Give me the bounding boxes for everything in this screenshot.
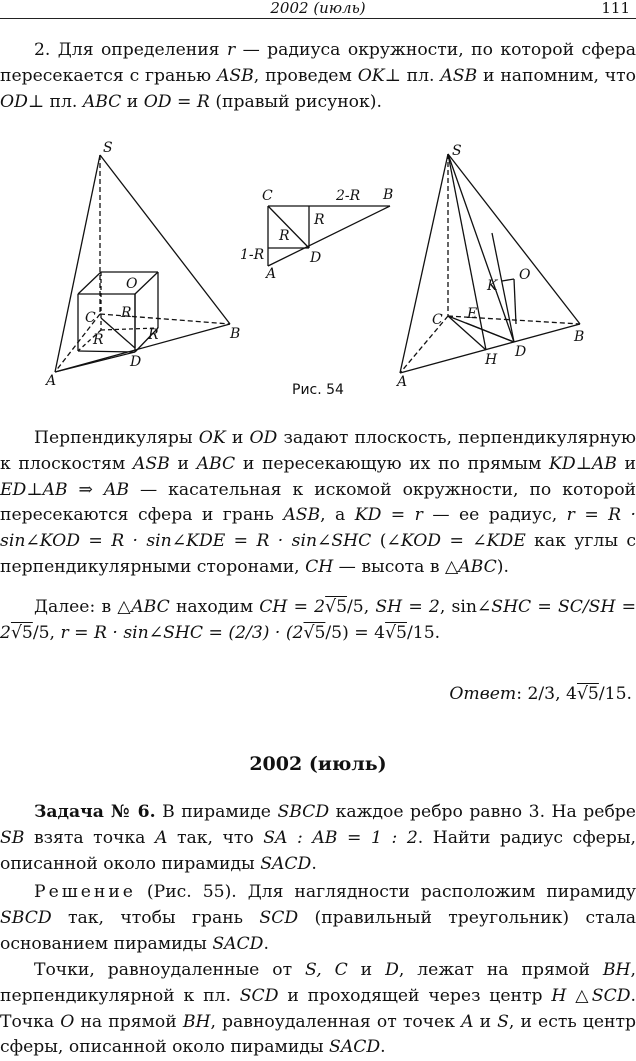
text: . — [311, 853, 317, 874]
text: 2. Для определения — [34, 40, 227, 60]
running-head: 2002 (июль) — [270, 0, 366, 17]
label-C: C — [85, 310, 96, 326]
solution-paragraph — [0, 880, 636, 957]
label-1-R: 1-R — [240, 247, 265, 263]
label-R: R — [279, 228, 290, 244]
text: /5, — [32, 622, 61, 643]
math: O — [60, 1011, 75, 1032]
math: SB — [0, 827, 25, 848]
math: OD — [249, 428, 278, 448]
math: OK — [198, 428, 226, 448]
text: — радиуса окружности, по которой сфера пересекается с гранью — [0, 40, 636, 86]
math: A — [154, 827, 168, 848]
section-title: 2002 (июль) — [249, 753, 387, 775]
math: ASB — [283, 505, 321, 526]
text: Далее: в — [34, 597, 118, 617]
math: △SCD — [575, 985, 631, 1006]
answer — [449, 684, 632, 704]
math: KD = r — [354, 505, 423, 526]
text: . Найти радиус сферы, описанной около пирамиды — [0, 827, 636, 874]
math: ∠KOD = ∠KDE — [386, 531, 526, 552]
text: и напомним, что — [477, 65, 636, 86]
sqrt: √5 — [576, 684, 599, 704]
label-R: R — [148, 327, 159, 343]
math: ABC — [82, 91, 122, 112]
page-number: 111 — [601, 0, 630, 17]
label-A: A — [46, 373, 57, 389]
text: Точки, равноудаленные от — [34, 960, 306, 980]
label-A: A — [266, 266, 277, 282]
text: , проведем — [253, 65, 358, 86]
label-C: C — [262, 188, 273, 204]
text: , лежат на прямой — [398, 960, 603, 980]
label-R: R — [314, 212, 325, 228]
math: SH = 2 — [375, 597, 440, 617]
figure-54 — [0, 138, 636, 408]
figure-caption: Рис. 54 — [292, 382, 344, 398]
math: △ABC — [117, 597, 170, 617]
math: BH — [182, 1011, 211, 1032]
math: S, C — [305, 960, 348, 980]
sqrt: √5 — [10, 622, 33, 643]
math: SHC = SC/SH = 2 — [0, 597, 636, 643]
text: /15. — [406, 622, 441, 643]
answer-tail: /15. — [598, 684, 632, 704]
label-R: R — [93, 332, 104, 348]
sqrt: √5 — [303, 622, 326, 643]
math: ABC — [196, 453, 236, 474]
text: как углы с перпендикулярными сторонами, — [0, 531, 636, 577]
text: . Точка — [0, 985, 636, 1032]
math: ASB — [216, 65, 254, 86]
paragraph-2 — [0, 426, 636, 581]
text: ⊥ пл. — [27, 91, 83, 112]
text: ). — [496, 556, 509, 577]
text: и — [225, 428, 250, 448]
paragraph-1 — [0, 38, 636, 115]
text: ⊥ пл. — [384, 65, 441, 86]
text: /5) = 4 — [325, 622, 386, 643]
text: — высота в — [333, 556, 446, 577]
label-R: R — [121, 305, 132, 321]
label-A: A — [397, 374, 408, 390]
paragraph-last — [0, 958, 636, 1061]
math: OD — [0, 91, 28, 112]
figure-54-drawing — [0, 138, 636, 408]
label-O: O — [126, 276, 138, 292]
label-O: O — [519, 267, 531, 283]
text: находим — [169, 597, 260, 617]
math: A — [461, 1011, 474, 1032]
label-B: B — [383, 187, 394, 203]
math: ED⊥AB ⇒ AB — [0, 479, 129, 500]
text: так, чтобы грань — [51, 907, 260, 928]
math: KD⊥AB — [549, 453, 617, 474]
text: , sin∠ — [439, 597, 492, 617]
problem-statement — [0, 800, 636, 877]
text: — касательная к искомой окружности, по которой пересекаются сфера и грань — [0, 479, 636, 526]
text: /5, — [347, 597, 376, 617]
math: H — [551, 985, 567, 1006]
text: взята точка — [24, 827, 155, 848]
text: В пирамиде — [155, 802, 278, 822]
problem-label: Задача № 6. — [34, 802, 156, 822]
text: (Рис. 55). Для наглядности расположим пирамиду — [135, 882, 636, 902]
math: r = R · sin∠KOD = R · sin∠KDE = R · sin∠SHC — [0, 505, 636, 552]
text: и — [616, 453, 636, 474]
text: , а — [320, 505, 355, 526]
math: SCD — [259, 907, 299, 928]
text: , равноудаленная от точек — [210, 1011, 462, 1032]
text: задают плоскость, перпендикулярную к плоскостям — [0, 428, 636, 474]
math: ASB — [440, 65, 478, 86]
text: . — [263, 933, 269, 954]
math: SACD — [212, 933, 264, 954]
label-B: B — [574, 329, 585, 345]
left-pyramid — [55, 155, 230, 372]
right-pyramid — [400, 154, 580, 373]
answer-label: Ответ — [449, 684, 517, 704]
label-2-R: 2-R — [336, 188, 361, 204]
text: каждое ребро равно 3. На ребре — [329, 802, 636, 822]
math: S — [497, 1011, 509, 1032]
text: ( — [371, 531, 387, 552]
label-K: K — [487, 278, 498, 294]
text: (правый рисунок). — [209, 91, 382, 112]
text: — ее радиус, — [422, 505, 567, 526]
label-S: S — [103, 140, 113, 156]
math: SBCD — [277, 802, 330, 822]
sqrt: √5 — [385, 622, 407, 643]
math: CH = 2 — [259, 597, 326, 617]
label-D: D — [310, 250, 322, 266]
math: ASB — [132, 453, 170, 474]
math: SACD — [260, 853, 312, 874]
sqrt: √5 — [325, 597, 348, 617]
math: SACD — [329, 1037, 381, 1058]
text: , перпендикулярной к пл. — [0, 960, 636, 1006]
page-header — [0, 0, 636, 19]
text: и — [169, 453, 197, 474]
text: . — [380, 1037, 386, 1058]
text: и пересекающую их по прямым — [235, 453, 550, 474]
label-B: B — [230, 326, 241, 342]
math: OK — [357, 65, 385, 86]
math: SA : AB = 1 : 2 — [263, 827, 418, 848]
text: и — [121, 91, 144, 112]
math: SBCD — [0, 907, 52, 928]
label-S: S — [452, 143, 462, 159]
text: на прямой — [74, 1011, 183, 1032]
math: SCD — [239, 985, 279, 1006]
label-C: C — [432, 312, 443, 328]
text — [566, 986, 575, 1006]
label-H: H — [485, 352, 498, 368]
text: и — [347, 960, 386, 980]
text: так, что — [167, 827, 264, 848]
text: Перпендикуляры — [34, 428, 199, 448]
text: и проходящей через центр — [278, 985, 552, 1006]
math: OD = R — [143, 91, 210, 112]
solution-label: Решение — [34, 882, 136, 902]
text: (правильный треугольник) стала основанием пирамиды — [0, 907, 636, 954]
paragraph-3 — [0, 595, 636, 647]
text: , и есть центр сферы, описанной около пирамиды — [0, 1011, 636, 1058]
label-D: D — [515, 344, 527, 360]
math: △ABC — [445, 556, 497, 577]
math: BH — [602, 960, 631, 980]
label-E: E — [467, 306, 478, 322]
answer-value: : 2/3, 4 — [516, 684, 577, 704]
label-D: D — [130, 354, 142, 370]
text: и — [473, 1011, 498, 1032]
math: r = R · sin∠SHC = (2/3) · (2 — [60, 622, 304, 643]
math: r — [226, 40, 236, 60]
math: D — [385, 960, 399, 980]
math: CH — [305, 556, 334, 577]
